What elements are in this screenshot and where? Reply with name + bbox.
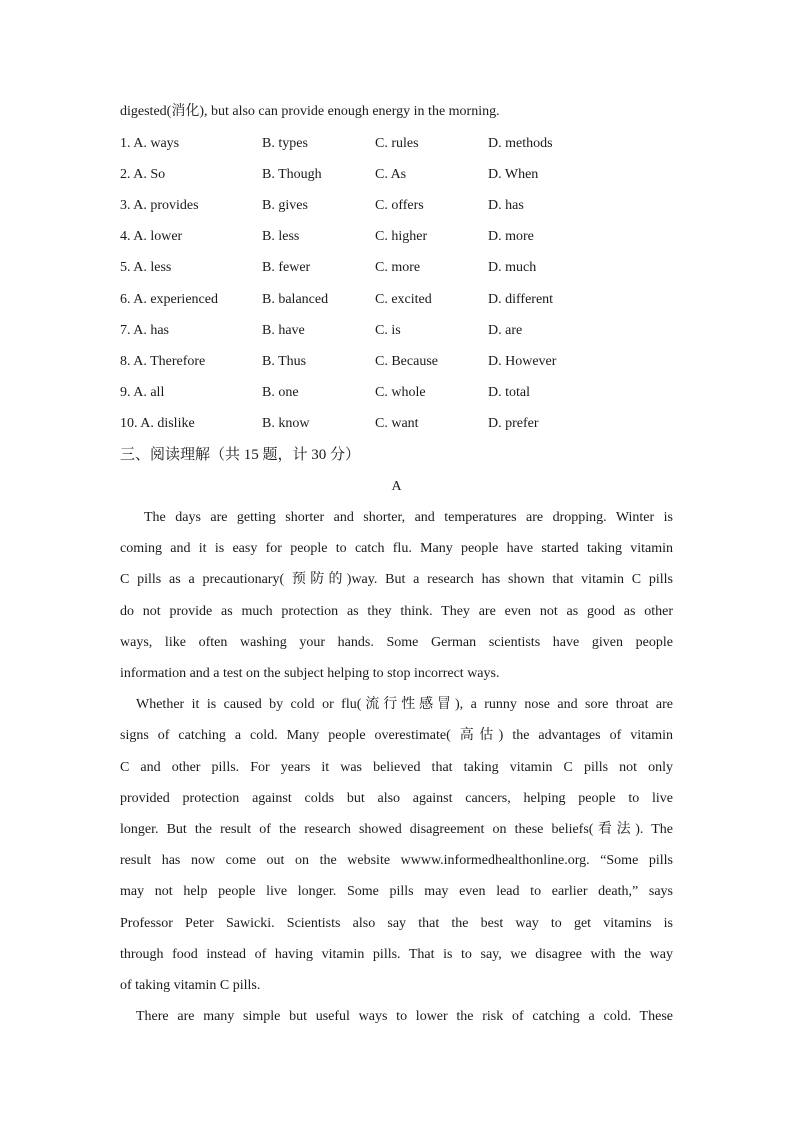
passage-label: A <box>391 479 402 494</box>
paragraph-line: do not provide as much protection as they think. They are even not as good as other <box>120 604 673 619</box>
paragraph-line: longer. But the result of the research showed disagreement on these beliefs(看法). The <box>120 822 673 837</box>
option-c: C. Because <box>375 354 438 369</box>
option-c: C. want <box>375 416 419 431</box>
option-b: B. one <box>262 385 299 400</box>
paragraph-line: provided protection against colds but also against cancers, helping people to live <box>120 791 673 806</box>
option-d: D. When <box>488 167 539 182</box>
option-a: 10. A. dislike <box>120 416 195 431</box>
question-row-3 <box>120 197 673 215</box>
option-b: B. gives <box>262 198 308 213</box>
paragraph-line: ways, like often washing your hands. Some German scientists have given people <box>120 635 673 650</box>
option-c: C. higher <box>375 229 428 244</box>
option-c: C. As <box>375 167 407 182</box>
option-d: D. has <box>488 198 524 213</box>
option-b: B. types <box>262 136 308 151</box>
question-row-7 <box>120 322 673 340</box>
question-row-1 <box>120 135 673 153</box>
option-a: 3. A. provides <box>120 198 199 213</box>
option-c: C. rules <box>375 136 419 151</box>
question-row-4 <box>120 228 673 246</box>
question-row-5 <box>120 259 673 277</box>
option-b: B. know <box>262 416 310 431</box>
option-b: B. Though <box>262 167 322 182</box>
paragraph-line: through food instead of having vitamin pills. That is to say, we disagree with the way <box>120 947 673 962</box>
option-b: B. fewer <box>262 260 311 275</box>
option-d: D. total <box>488 385 530 400</box>
option-c: C. excited <box>375 292 432 307</box>
paragraph-line: C pills as a precautionary( 预防的)way. But a research has shown that vitamin C pills <box>120 572 673 587</box>
option-d: D. However <box>488 354 557 369</box>
question-row-2 <box>120 166 673 184</box>
option-c: C. more <box>375 260 421 275</box>
paragraph-line: C and other pills. For years it was believed that taking vitamin C pills not only <box>120 760 673 775</box>
option-d: D. prefer <box>488 416 539 431</box>
option-a: 7. A. has <box>120 323 169 338</box>
option-a: 4. A. lower <box>120 229 183 244</box>
option-a: 6. A. experienced <box>120 292 218 307</box>
option-a: 5. A. less <box>120 260 172 275</box>
question-row-8 <box>120 353 673 371</box>
option-c: C. whole <box>375 385 426 400</box>
paragraph-line: coming and it is easy for people to catch flu. Many people have started taking vitamin <box>120 541 673 556</box>
option-b: B. less <box>262 229 300 244</box>
option-a: 2. A. So <box>120 167 166 182</box>
question-row-9 <box>120 384 673 402</box>
option-d: D. are <box>488 323 523 338</box>
option-c: C. offers <box>375 198 424 213</box>
paragraph-line: Professor Peter Sawicki. Scientists also say that the best way to get vitamins is <box>120 916 673 931</box>
paragraph-line: may not help people live longer. Some pills may even lead to earlier death,” says <box>120 884 673 899</box>
section-heading: 三、阅读理解（共 15 题，计 30 分） <box>120 447 361 463</box>
option-b: B. Thus <box>262 354 307 369</box>
option-c: C. is <box>375 323 401 338</box>
option-d: D. more <box>488 229 534 244</box>
option-b: B. balanced <box>262 292 329 307</box>
paragraph-line: of taking vitamin C pills. <box>120 978 261 993</box>
option-d: D. much <box>488 260 537 275</box>
option-d: D. methods <box>488 136 553 151</box>
option-a: 9. A. all <box>120 385 165 400</box>
paragraph-line: information and a test on the subject helping to stop incorrect ways. <box>120 666 500 681</box>
paragraph-line: Whether it is caused by cold or flu(流行性感冒), a runny nose and sore throat are <box>136 697 673 712</box>
paragraph-line: result has now come out on the website wwww.informedhealthonline.org. “Some pills <box>120 853 673 868</box>
option-a: 8. A. Therefore <box>120 354 206 369</box>
intro-line: digested(消化), but also can provide enough energy in the morning. <box>120 104 500 119</box>
paragraph-line: There are many simple but useful ways to lower the risk of catching a cold. These <box>136 1009 673 1024</box>
option-a: 1. A. ways <box>120 136 180 151</box>
option-d: D. different <box>488 292 554 307</box>
option-b: B. have <box>262 323 305 338</box>
question-row-6 <box>120 291 673 309</box>
paragraph-line: signs of catching a cold. Many people overestimate( 高估) the advantages of vitamin <box>120 728 673 743</box>
question-row-10 <box>120 415 673 433</box>
paragraph-line: The days are getting shorter and shorter, and temperatures are dropping. Winter is <box>144 510 673 525</box>
